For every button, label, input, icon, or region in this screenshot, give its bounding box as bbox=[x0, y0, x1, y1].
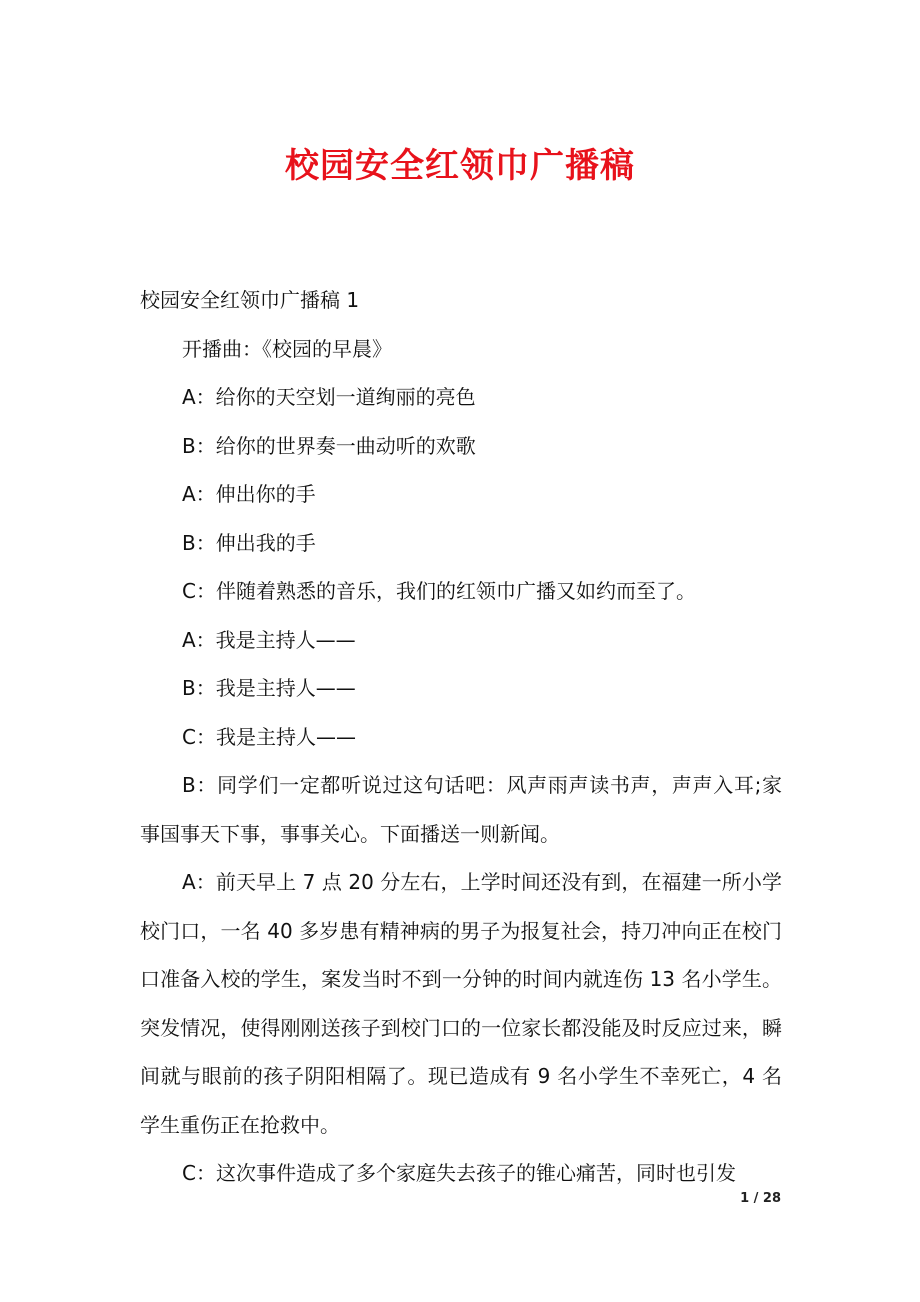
paragraph: C：伴随着熟悉的音乐，我们的红领巾广播又如约而至了。 bbox=[182, 579, 696, 603]
paragraph: A：伸出你的手 bbox=[182, 482, 316, 506]
paragraph: 开播曲：《校园的早晨》 bbox=[182, 336, 392, 361]
paragraph: B：伸出我的手 bbox=[182, 530, 316, 555]
paragraph: B：同学们一定都听说过这句话吧：风声雨声读书声，声声入耳;家事国事天下事，事事关心。下面播送一则新闻。 bbox=[140, 773, 782, 846]
page-number: 1 / 28 bbox=[740, 1191, 781, 1206]
paragraph: A：给你的天空划一道绚丽的亮色 bbox=[182, 385, 476, 409]
paragraph: B：我是主持人—— bbox=[182, 676, 356, 700]
paragraph: C：这次事件造成了多个家庭失去孩子的锥心痛苦，同时也引发 bbox=[182, 1161, 736, 1185]
document-body bbox=[140, 276, 782, 1198]
section-heading: 校园安全红领巾广播稿 1 bbox=[140, 288, 360, 312]
paragraph: B：给你的世界奏一曲动听的欢歌 bbox=[182, 433, 476, 458]
document-title: 校园安全红领巾广播稿 bbox=[285, 146, 635, 186]
paragraph: A：我是主持人—— bbox=[182, 627, 356, 652]
paragraph: C：我是主持人—— bbox=[182, 724, 356, 749]
paragraph: A：前天早上 7 点 20 分左右，上学时间还没有到，在福建一所小学校门口，一名 40 多岁患有精神病的男子为报复社会，持刀冲向正在校门口准备入校的学生，案发当时不到一分钟的时间内就连伤 13 名小学生。突发情况，使得刚刚送孩子到校门口的一位家长都没能及时反应过来，瞬间就与眼前的孩子阴阳相隔了。现已造成有 9 名小学生不幸死亡，4 名学生重伤正在抢救中。 bbox=[140, 870, 782, 1137]
